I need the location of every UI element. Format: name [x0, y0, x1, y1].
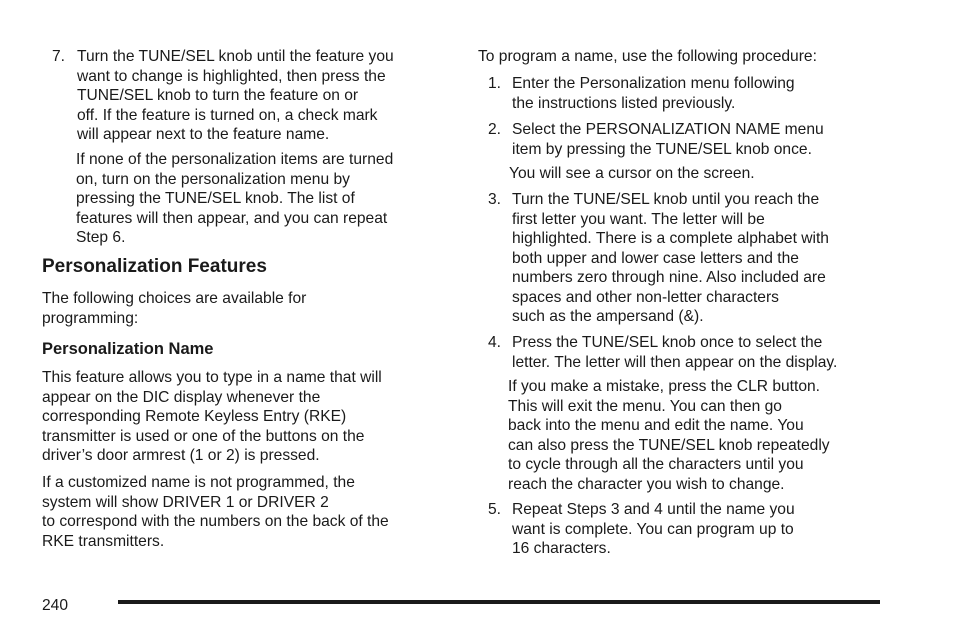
- step-5-number: 5.: [488, 501, 502, 518]
- step-3-text: Turn the TUNE/SEL knob until you reach the first letter you want. The letter will be highlighted. There is a complete alphabet with both upper and lower case letters and the numbers zero through nine. Also included are spaces and other non-letter characters such as the ampersand (&).: [512, 191, 829, 325]
- step-4-text: Press the TUNE/SEL knob once to select the letter. The letter will then appear on the display.: [512, 334, 838, 371]
- step-4-number: 4.: [488, 334, 502, 351]
- step-2-note: You will see a cursor on the screen.: [509, 165, 755, 182]
- step-3-number: 3.: [488, 191, 502, 208]
- step-7-text: Turn the TUNE/SEL knob until the feature you want to change is highlighted, then press the TUNE/SEL knob to turn the feature on or off. If the feature is turned on, a check mark will appear next to the feature name.: [77, 48, 394, 143]
- step-7-number: 7.: [52, 48, 66, 65]
- step-1-text: Enter the Personalization menu following the instructions listed previously.: [512, 75, 795, 112]
- step-7-note: If none of the personalization items are turned on, turn on the personalization menu by pressing the TUNE/SEL knob. The list of features will then appear, and you can repeat Step 6.: [76, 151, 394, 246]
- step-1-number: 1.: [488, 75, 502, 92]
- step-5-text: Repeat Steps 3 and 4 until the name you want is complete. You can program up to 16 characters.: [512, 501, 795, 557]
- footer-rule: [118, 600, 880, 604]
- step-2-text: Select the PERSONALIZATION NAME menu item by pressing the TUNE/SEL knob once.: [512, 121, 824, 158]
- step-4-note: If you make a mistake, press the CLR button. This will exit the menu. You can then go back into the menu and edit the name. You can also press the TUNE/SEL knob repeatedly to cycle through all the characters until you reach the character you wish to change.: [508, 378, 830, 493]
- feature-description: This feature allows you to type in a name that will appear on the DIC display whenever the corresponding Remote Keyless Entry (RKE) transmitter is used or one of the buttons on the driver’s door armrest (1 or 2) is pressed.: [42, 369, 382, 464]
- step-2-number: 2.: [488, 121, 502, 138]
- page-number: 240: [42, 597, 69, 614]
- default-name-note: If a customized name is not programmed, the system will show DRIVER 1 or DRIVER 2 to correspond with the numbers on the back of the RKE transmitters.: [42, 474, 389, 550]
- section-intro: The following choices are available for programming:: [42, 290, 307, 327]
- subsection-heading: Personalization Name: [42, 340, 214, 358]
- section-heading: Personalization Features: [42, 256, 267, 277]
- procedure-intro: To program a name, use the following procedure:: [478, 48, 817, 65]
